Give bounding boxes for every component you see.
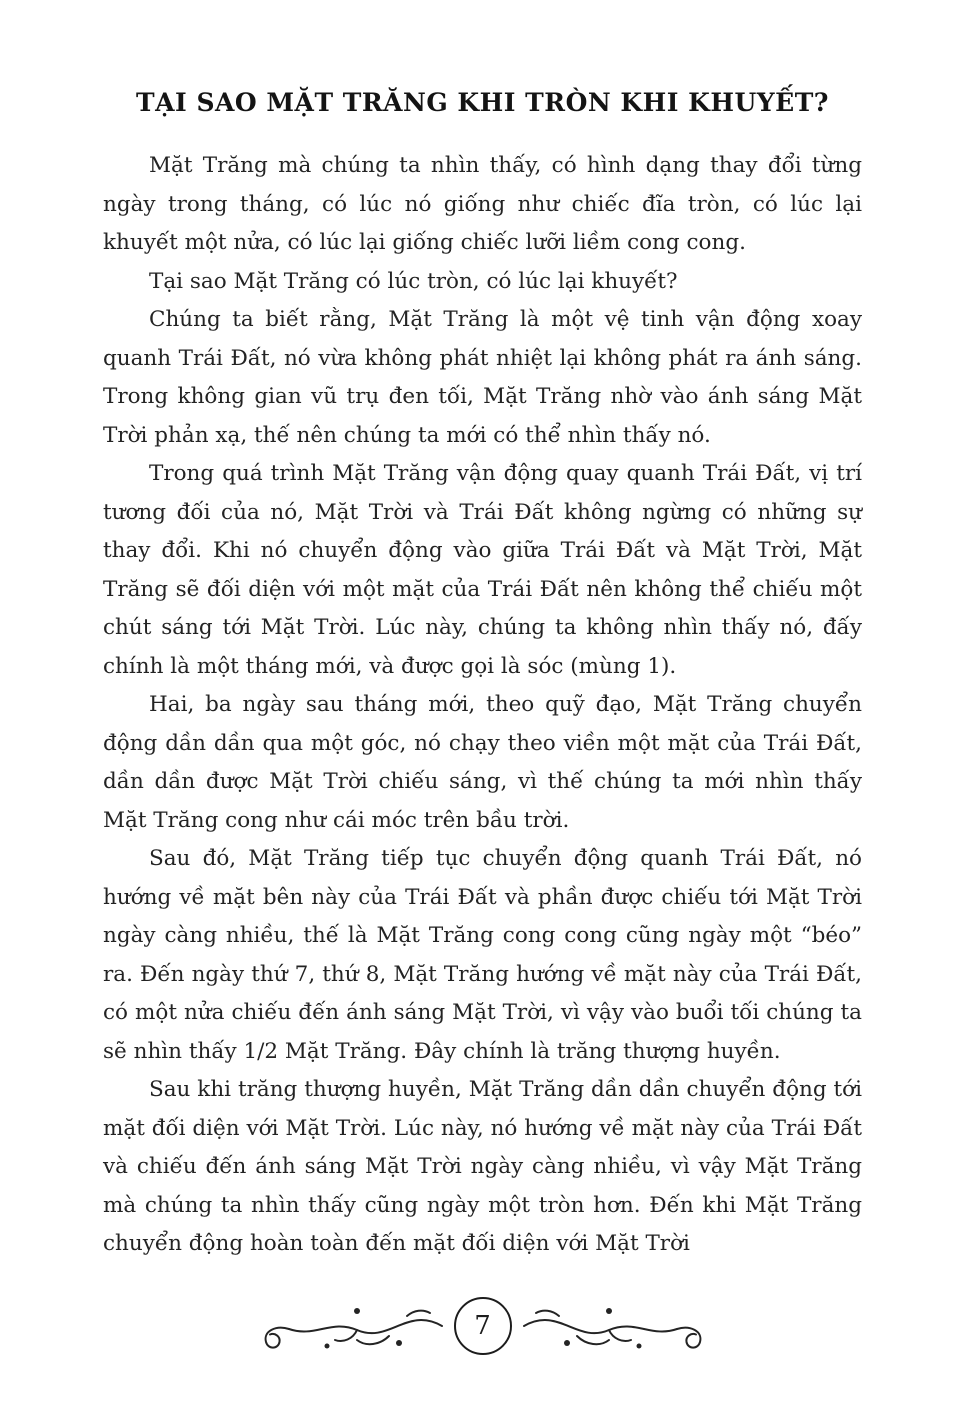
page-footer xyxy=(0,1296,965,1356)
paragraph: Sau khi trăng thượng huyền, Mặt Trăng dần dần chuyển động tới mặt đối diện với Mặt Trời. Lúc này, nó hướng về mặt này của Trái Đất và chiếu đến ánh sáng Mặt Trời ngày càng nhiều, vì vậy Mặt Trăng mà chúng ta nhìn thấy cũng ngày một tròn hơn. Đến khi Mặt Trăng chuyển động hoàn toàn đến mặt đối diện với Mặt Trời xyxy=(103,1077,862,1256)
paragraph: Chúng ta biết rằng, Mặt Trăng là một vệ tinh vận động xoay quanh Trái Đất, nó vừa không phát nhiệt lại không phát ra ánh sáng. Trong không gian vũ trụ đen tối, Mặt Trăng nhờ vào ánh sáng Mặt Trời phản xạ, thế nên chúng ta mới có thể nhìn thấy nó. xyxy=(103,307,862,448)
paragraph: Tại sao Mặt Trăng có lúc tròn, có lúc lại khuyết? xyxy=(149,268,678,294)
paragraph: Mặt Trăng mà chúng ta nhìn thấy, có hình dạng thay đổi từng ngày trong tháng, có lúc nó giống như chiếc đĩa tròn, có lúc lại khuyết một nửa, có lúc lại giống chiếc lưỡi liềm cong cong. xyxy=(103,153,862,255)
body-text xyxy=(103,147,862,1264)
paragraph: Trong quá trình Mặt Trăng vận động quay quanh Trái Đất, vị trí tương đối của nó, Mặt Trời và Trái Đất không ngừng có những sự thay đổi. Khi nó chuyển động vào giữa Trái Đất và Mặt Trời, Mặt Trăng sẽ đối diện với một mặt của Trái Đất nên không thể chiếu một chút sáng tới Mặt Trời. Lúc này, chúng ta không nhìn thấy nó, đấy chính là một tháng mới, và được gọi là sóc (mùng 1). xyxy=(103,461,862,679)
paragraph: Sau đó, Mặt Trăng tiếp tục chuyển động quanh Trái Đất, nó hướng về mặt bên này của Trái Đất và phần được chiếu tới Mặt Trời ngày càng nhiều, thế là Mặt Trăng cong cong cũng ngày một “béo” ra. Đến ngày thứ 7, thứ 8, Mặt Trăng hướng về mặt này của Trái Đất, có một nửa chiếu đến ánh sáng Mặt Trời, vì vậy vào buổi tối chúng ta sẽ nhìn thấy 1/2 Mặt Trăng. Đây chính là trăng thượng huyền. xyxy=(103,846,862,1064)
page-title: TẠI SAO MẶT TRĂNG KHI TRÒN KHI KHUYẾT? xyxy=(136,88,829,117)
flourish-left-icon xyxy=(239,1296,444,1356)
paragraph: Hai, ba ngày sau tháng mới, theo quỹ đạo, Mặt Trăng chuyển động dần dần qua một góc, nó chạy theo viền một mặt của Trái Đất, dần dần được Mặt Trời chiếu sáng, vì thế chúng ta mới nhìn thấy Mặt Trăng cong như cái móc trên bầu trời. xyxy=(103,692,862,833)
flourish-right-icon xyxy=(522,1296,727,1356)
page-number: 7 xyxy=(454,1297,512,1355)
